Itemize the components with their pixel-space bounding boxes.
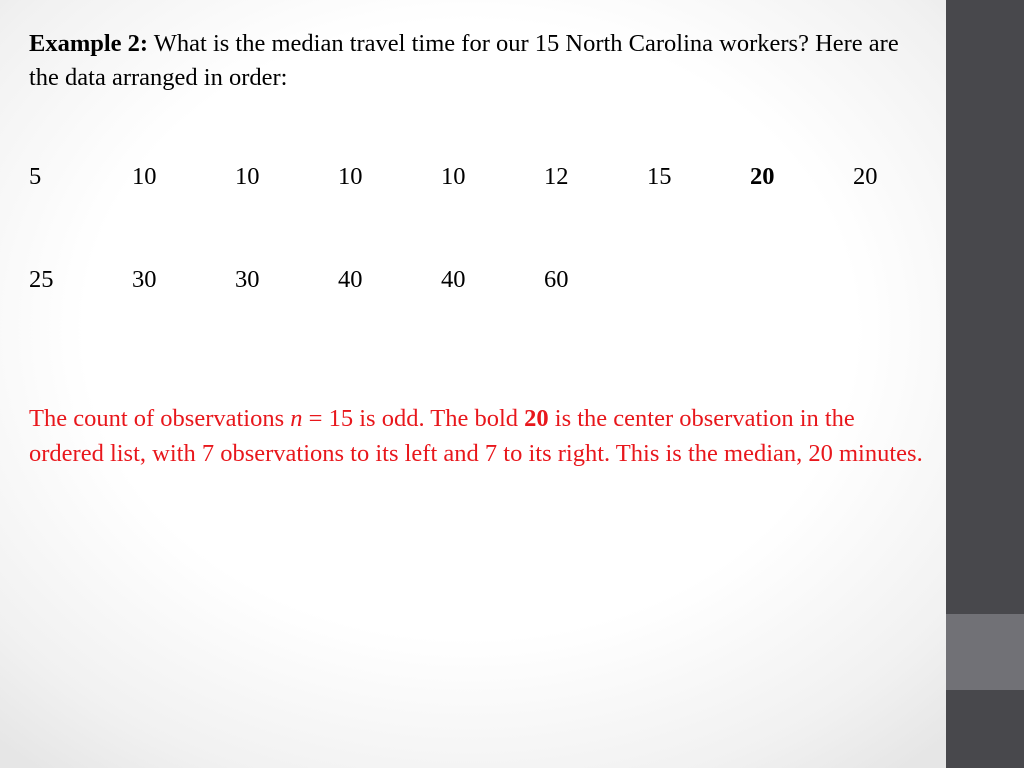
data-value: 25 (29, 266, 54, 293)
data-value: 10 (441, 163, 466, 190)
data-row-1 (29, 163, 929, 193)
data-value: 30 (235, 266, 260, 293)
data-value: 20 (853, 163, 878, 190)
data-value: 5 (29, 163, 42, 190)
question-text (29, 27, 909, 95)
example-label: Example 2: (29, 30, 149, 57)
answer-bold-value: 20 (524, 405, 549, 432)
data-value: 10 (338, 163, 363, 190)
answer-part-1: The count of observations (29, 405, 291, 432)
variable-n: n (290, 405, 303, 432)
data-value: 12 (544, 163, 569, 190)
answer-part-3: is the center observation in the ordered list, with 7 observations to its left and 7 to its right. This is the median, 20 minutes. (29, 405, 923, 467)
data-value: 15 (647, 163, 672, 190)
data-value: 10 (132, 163, 157, 190)
median-value: 20 (750, 163, 775, 190)
data-row-2 (29, 266, 929, 296)
answer-part-2: = 15 is odd. The bold (302, 405, 525, 432)
data-value: 40 (338, 266, 363, 293)
question-body: What is the median travel time for our 15 North Carolina workers? Here are the data arranged in order: (29, 30, 899, 91)
data-value: 40 (441, 266, 466, 293)
answer-text (29, 401, 929, 471)
side-panel-accent (946, 614, 1024, 690)
data-value: 10 (235, 163, 260, 190)
data-value: 60 (544, 266, 569, 293)
data-value: 30 (132, 266, 157, 293)
